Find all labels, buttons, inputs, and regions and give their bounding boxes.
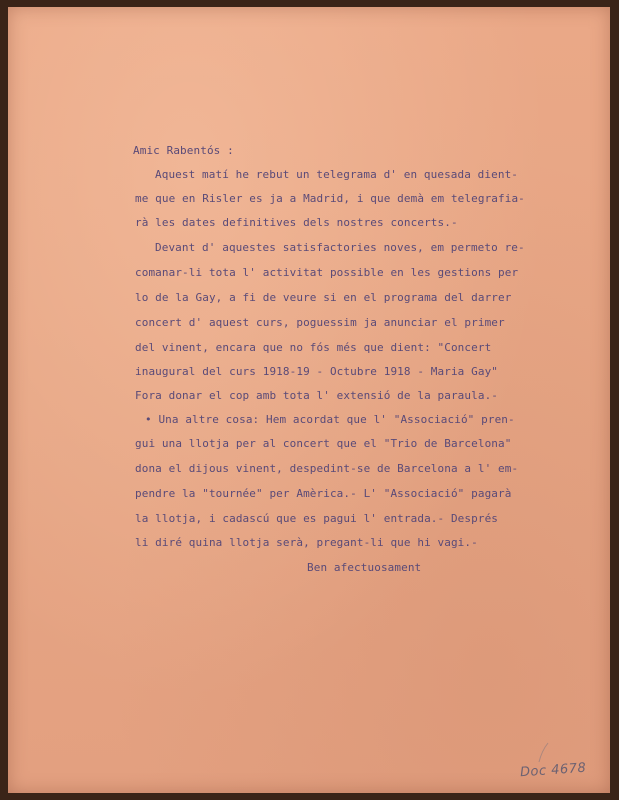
letter-line: li diré quina llotja serà, pregant-li que hi vagi.- (135, 536, 478, 549)
letter-line: Devant d' aquestes satisfactories noves, em permeto re- (155, 241, 525, 254)
letter-line: concert d' aquest curs, poguessim ja anunciar el primer (135, 316, 505, 329)
letter-line: Fora donar el cop amb tota l' extensió de la paraula.- (135, 389, 499, 402)
letter-line: Aquest matí he rebut un telegrama d' en quesada dient- (155, 168, 519, 181)
pencil-mark-icon (535, 740, 555, 764)
letter-line: pendre la "tournée" per Amèrica.- L' "Associació" pagarà (135, 487, 512, 500)
letter-line: • Una altre cosa: Hem acordat que l' "Associació" pren- (145, 413, 515, 426)
archive-reference: Doc 4678 (519, 760, 587, 781)
salutation: Amic Rabentós : (133, 144, 234, 157)
letter-line: dona el dijous vinent, despedint-se de Barcelona a l' em- (135, 462, 519, 475)
letter-line: la llotja, i cadascú que es pagui l' entrada.- Després (135, 512, 499, 525)
letter-line: lo de la Gay, a fi de veure si en el programa del darrer (135, 291, 512, 304)
closing: Ben afectuosament (307, 561, 422, 574)
letter-line: comanar-li tota l' activitat possible en les gestions per (135, 266, 519, 279)
letter-line: del vinent, encara que no fós més que dient: "Concert (135, 341, 492, 354)
letter-line: rà les dates definitives dels nostres concerts.- (135, 216, 458, 229)
letter-line: inaugural del curs 1918-19 - Octubre 1918 - Maria Gay" (135, 365, 499, 378)
letter-line: me que en Risler es ja a Madrid, i que demà em telegrafia- (135, 192, 525, 205)
letter-line: gui una llotja per al concert que el "Trio de Barcelona" (135, 437, 512, 450)
